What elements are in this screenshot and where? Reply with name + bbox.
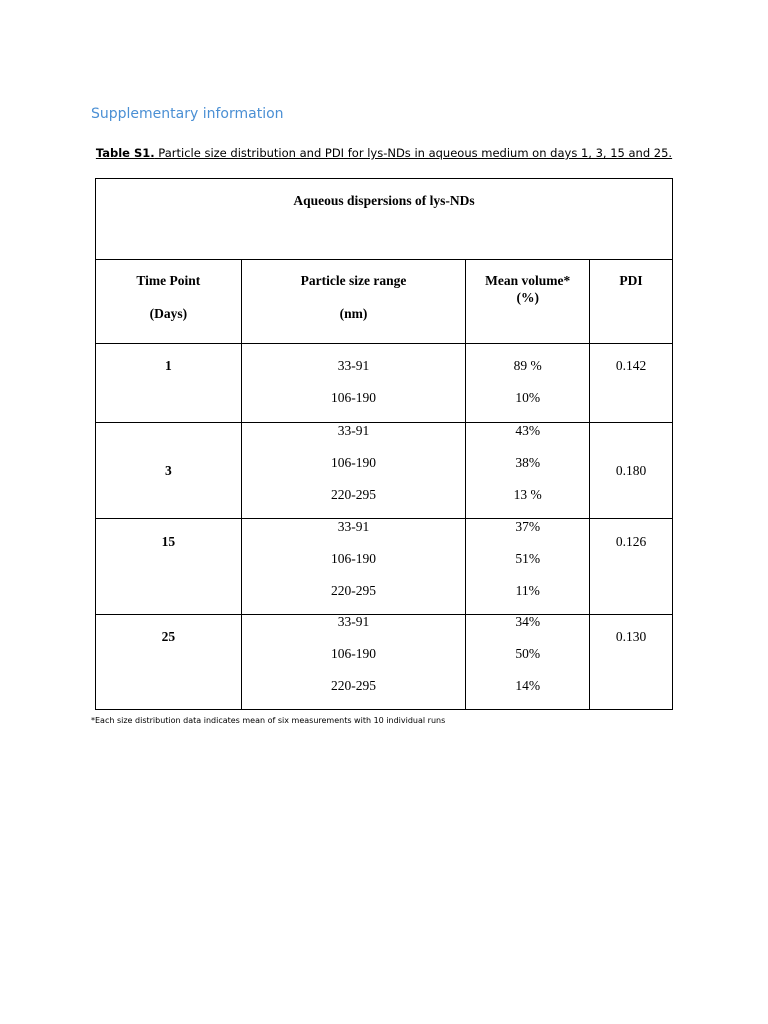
- size-value: 33-91: [337, 358, 370, 373]
- day-cell: [96, 519, 242, 615]
- size-value: 33-91: [337, 423, 370, 438]
- day-cell: [96, 344, 242, 423]
- volume-value: 11%: [515, 583, 540, 598]
- volume-value: 34%: [515, 614, 541, 629]
- size-value: 220-295: [331, 583, 377, 598]
- table-row: [96, 519, 673, 615]
- size-cell: [241, 423, 466, 519]
- pdi-cell: [590, 519, 673, 615]
- header-time-point-label: Time Point: [136, 273, 201, 288]
- volume-cell: [466, 615, 590, 710]
- table-footnote: *Each size distribution data indicates mean of six measurements with 10 individual runs: [91, 716, 446, 725]
- header-time-point: [96, 260, 242, 344]
- volume-cell: [466, 423, 590, 519]
- volume-cell: [466, 344, 590, 423]
- header-pdi-label: PDI: [619, 273, 643, 288]
- volume-value: 89 %: [513, 358, 542, 373]
- volume-value: 13 %: [513, 487, 542, 502]
- table-caption-label: Table S1.: [95, 146, 155, 160]
- volume-value: 10%: [515, 390, 541, 405]
- size-value: 106-190: [331, 551, 377, 566]
- pdi-cell: [590, 423, 673, 519]
- day-value: 3: [164, 462, 172, 478]
- pdi-value: 0.142: [615, 358, 647, 373]
- header-mean-volume: [466, 260, 590, 344]
- header-particle-size-label: Particle size range: [300, 273, 407, 288]
- pdi-value: 0.126: [615, 534, 647, 549]
- size-value: 106-190: [331, 646, 377, 661]
- header-pdi: [590, 260, 673, 344]
- size-cell: [241, 615, 466, 710]
- day-cell: [96, 423, 242, 519]
- day-cell: [96, 615, 242, 710]
- day-value: 1: [164, 358, 172, 373]
- pdi-value: 0.180: [615, 462, 647, 478]
- table-title-cell: [96, 179, 673, 260]
- size-value: 106-190: [331, 390, 377, 405]
- pdi-value: 0.130: [615, 629, 647, 644]
- volume-value: 43%: [515, 423, 541, 438]
- size-value: 33-91: [337, 614, 370, 629]
- header-time-point-unit: (Days): [149, 306, 188, 321]
- size-cell: [241, 519, 466, 615]
- size-cell: [241, 344, 466, 423]
- table-caption-text: Particle size distribution and PDI for lys-NDs in aqueous medium on days 1, 3, 15 and 25.: [154, 146, 673, 160]
- header-mean-volume-label: Mean volume*: [485, 273, 571, 288]
- pdi-cell: [590, 344, 673, 423]
- volume-value: 51%: [515, 551, 541, 566]
- volume-value: 50%: [515, 646, 541, 661]
- day-value: 25: [161, 629, 176, 644]
- pdi-cell: [590, 615, 673, 710]
- volume-value: 38%: [515, 455, 541, 470]
- header-mean-volume-unit: (%): [516, 290, 539, 305]
- header-particle-size: [241, 260, 466, 344]
- size-value: 220-295: [331, 678, 377, 693]
- size-value: 33-91: [337, 519, 370, 534]
- table-row: [96, 344, 673, 423]
- particle-size-table: [95, 178, 673, 710]
- volume-value: 37%: [515, 519, 541, 534]
- header-particle-size-unit: (nm): [339, 306, 368, 321]
- table-caption: [0, 146, 768, 160]
- size-value: 220-295: [331, 487, 377, 502]
- table-row: [96, 423, 673, 519]
- volume-value: 14%: [515, 678, 541, 693]
- day-value: 15: [161, 534, 176, 549]
- volume-cell: [466, 519, 590, 615]
- section-heading: Supplementary information: [91, 106, 284, 122]
- table-row: [96, 615, 673, 710]
- table-title: Aqueous dispersions of lys-NDs: [293, 193, 475, 208]
- size-value: 106-190: [331, 455, 377, 470]
